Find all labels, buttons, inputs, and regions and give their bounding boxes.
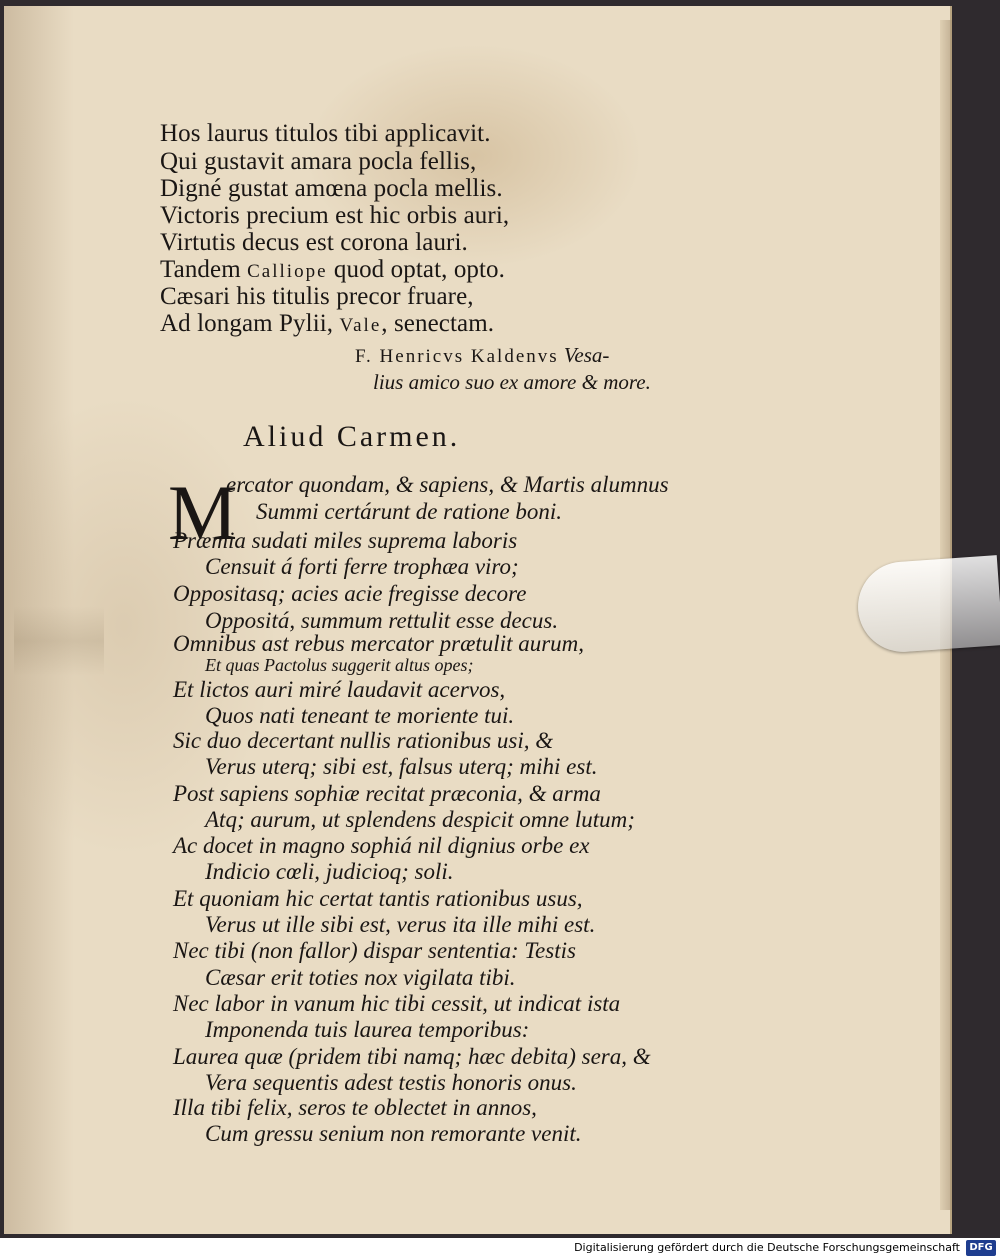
poem2-line-26: Cum gressu senium non remorante venit. <box>205 1121 582 1146</box>
poem2-line-4: Censuit á forti ferre trophæa viro; <box>205 554 519 579</box>
attribution-line-1 <box>355 343 609 368</box>
poem2-line-9: Et lictos auri miré laudavit acervos, <box>173 677 506 702</box>
calliope-name: Calliope <box>247 261 328 282</box>
dfg-logo-icon[interactable]: DFG <box>966 1240 996 1256</box>
poem1-line-2: Qui gustavit amara pocla fellis, <box>160 148 477 175</box>
poem2-line-17: Et quoniam hic certat tantis rationibus usus, <box>173 886 583 911</box>
poem2-line-20: Cæsar erit toties nox vigilata tibi. <box>205 965 516 990</box>
poem2-line-25: Illa tibi felix, seros te oblectet in annos, <box>173 1095 537 1120</box>
poem1-line-6 <box>160 256 505 284</box>
vale-word: Vale <box>339 315 382 336</box>
paper-fold <box>14 606 104 676</box>
poem2-line-15: Ac docet in magno sophiá nil dignius orbe ex <box>173 833 590 858</box>
attribution-line-2: lius amico suo ex amore & more. <box>373 370 651 394</box>
poem1-line-5: Virtutis decus est corona lauri. <box>160 229 468 256</box>
poem2-line-14: Atq; aurum, ut splendens despicit omne lutum; <box>205 807 635 832</box>
poem2-line-21: Nec labor in vanum hic tibi cessit, ut indicat ista <box>173 991 621 1016</box>
poem2-line-5: Oppositasq; acies acie fregisse decore <box>173 581 527 606</box>
poem1-line-1: Hos laurus titulos tibi applicavit. <box>160 120 491 147</box>
poem2-line-22: Imponenda tuis laurea temporibus: <box>205 1017 530 1042</box>
poem2-line-13: Post sapiens sophiæ recitat præconia, & arma <box>173 781 601 806</box>
poem2-line-3: Præmia sudati miles suprema laboris <box>173 528 518 553</box>
poem2-line-24: Vera sequentis adest testis honoris onus. <box>205 1070 577 1095</box>
drop-cap: M <box>168 469 238 556</box>
poem1-line-4: Victoris precium est hic orbis auri, <box>160 202 510 229</box>
poem1-line-8 <box>160 310 494 338</box>
poem1-line-6-start: Tandem <box>160 256 241 283</box>
poem1-line-8-start: Ad longam Pylii, <box>160 310 334 337</box>
poem2-line-19: Nec tibi (non fallor) dispar sententia: Testis <box>173 938 576 963</box>
poem2-line-1: ercator quondam, & sapiens, & Martis alumnus <box>226 472 669 497</box>
author-name: F. Henricvs Kaldenvs <box>355 346 559 367</box>
poem1-line-3: Digné gustat amœna pocla mellis. <box>160 175 503 202</box>
poem2-line-11: Sic duo decertant nullis rationibus usi, & <box>173 728 554 753</box>
poem1-line-7: Cæsari his titulis precor fruare, <box>160 283 474 310</box>
attribution-rest: Vesa- <box>563 343 610 367</box>
section-heading: Aliud Carmen. <box>243 420 461 453</box>
poem2-line-23: Laurea quæ (pridem tibi namq; hæc debita) sera, & <box>173 1044 651 1069</box>
footer-bar <box>0 1238 1000 1260</box>
poem1-line-6-end: quod optat, opto. <box>333 256 506 283</box>
poem2-line-7: Omnibus ast rebus mercator prætulit aurum, <box>173 631 585 656</box>
footer-credit: Digitalisierung gefördert durch die Deutsche Forschungsgemeinschaft <box>574 1241 960 1254</box>
poem2-line-18: Verus ut ille sibi est, verus ita ille mihi est. <box>205 912 596 937</box>
poem2-line-8: Et quas Pactolus suggerit altus opes; <box>205 655 474 675</box>
poem2-line-10: Quos nati teneant te moriente tui. <box>205 703 515 728</box>
poem2-line-12: Verus uterq; sibi est, falsus uterq; mihi est. <box>205 754 598 779</box>
bookmark-strip <box>855 555 1000 655</box>
poem1-line-8-end: , senectam. <box>381 310 495 337</box>
poem2-line-6: Oppositá, summum rettulit esse decus. <box>205 608 559 633</box>
poem2-line-16: Indicio cœli, judicioq; soli. <box>205 859 454 884</box>
poem2-line-2: Summi certárunt de ratione boni. <box>256 499 562 524</box>
